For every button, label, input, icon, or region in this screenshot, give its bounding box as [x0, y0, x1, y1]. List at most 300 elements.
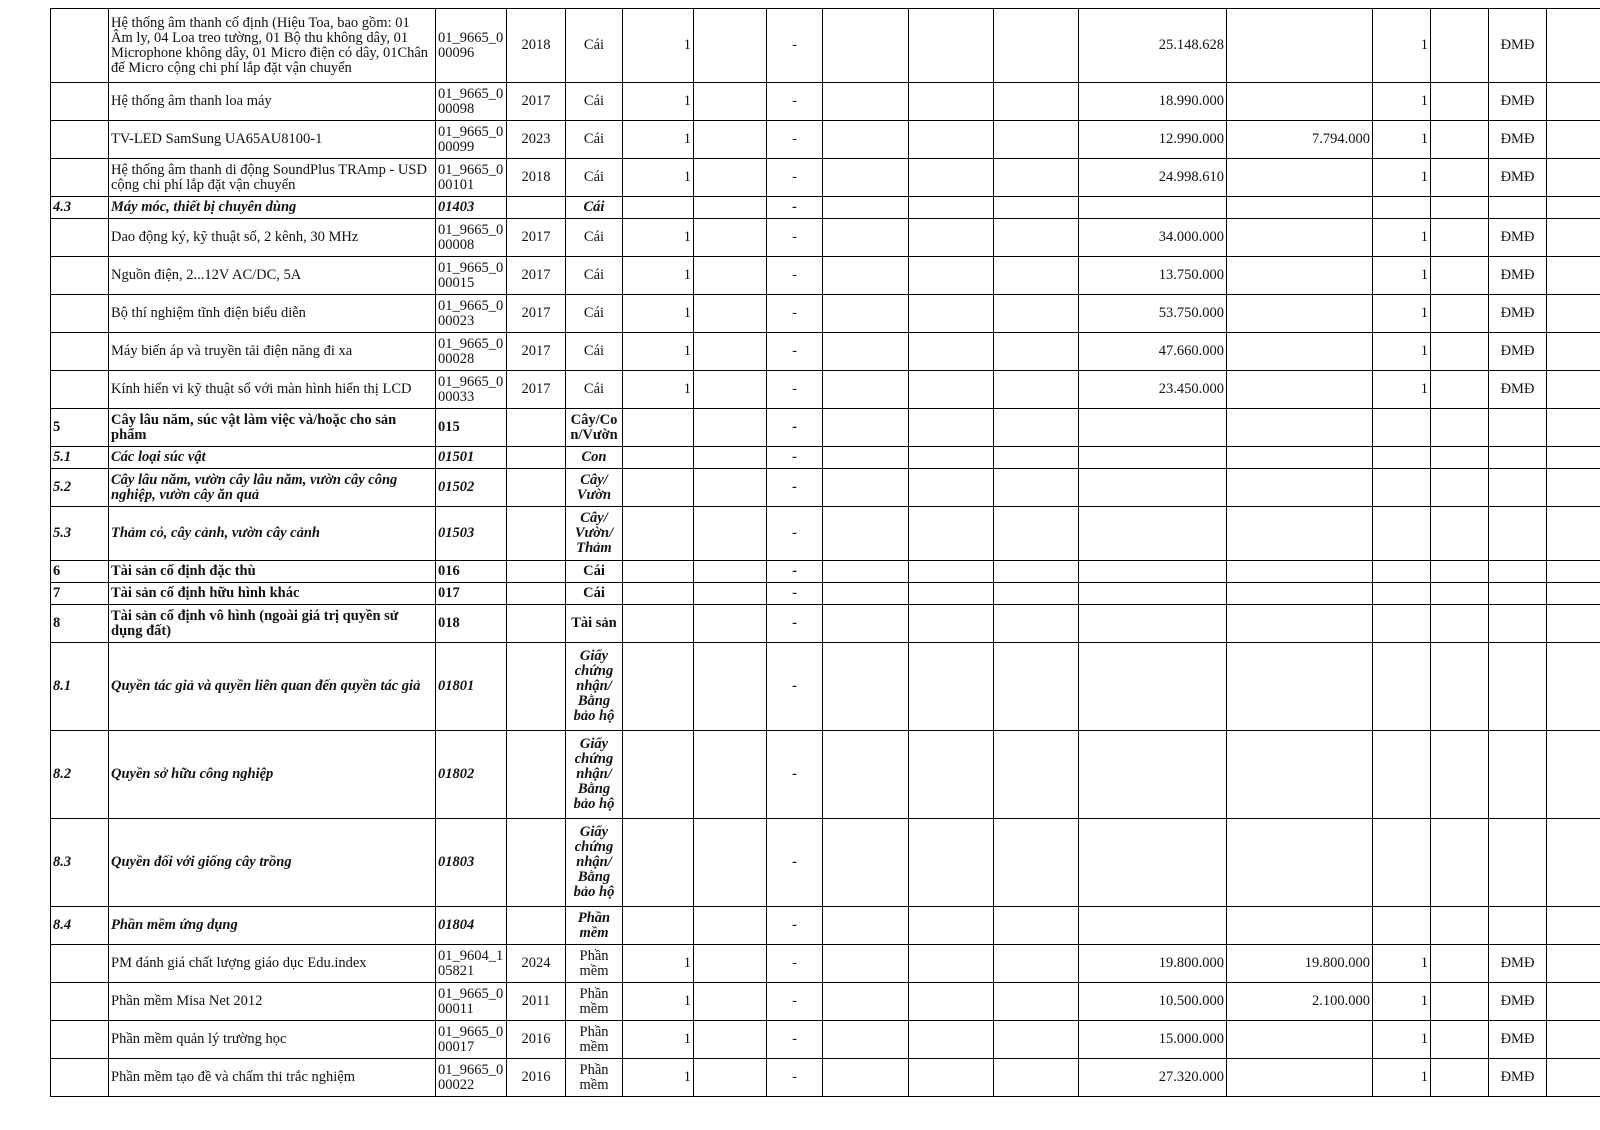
cell-asset-name: Tài sản cố định đặc thù — [109, 561, 436, 583]
cell-remaining-value: 2.100.000 — [1227, 983, 1373, 1021]
cell-status — [1489, 447, 1547, 469]
cell-original-value — [1079, 447, 1227, 469]
cell-stt — [51, 121, 109, 159]
cell-status: ĐMĐ — [1489, 295, 1547, 333]
cell-remaining-value — [1227, 295, 1373, 333]
cell-asset-code: 01_9665_000098 — [436, 83, 507, 121]
cell-stt: 5.2 — [51, 469, 109, 507]
cell-empty — [823, 447, 909, 469]
cell-empty — [694, 819, 767, 907]
cell-empty — [994, 561, 1079, 583]
cell-dash: - — [767, 447, 823, 469]
cell-empty — [1547, 469, 1600, 507]
cell-remaining-value — [1227, 257, 1373, 295]
cell-stt: 7 — [51, 583, 109, 605]
cell-dash: - — [767, 819, 823, 907]
cell-asset-code: 01501 — [436, 447, 507, 469]
cell-year — [507, 409, 566, 447]
cell-original-value — [1079, 409, 1227, 447]
cell-original-value: 27.320.000 — [1079, 1059, 1227, 1097]
cell-remaining-value — [1227, 731, 1373, 819]
cell-empty — [1547, 945, 1600, 983]
cell-dash: - — [767, 371, 823, 409]
cell-empty — [994, 731, 1079, 819]
cell-empty — [1547, 9, 1600, 83]
cell-empty — [694, 643, 767, 731]
cell-dash: - — [767, 983, 823, 1021]
cell-empty — [994, 583, 1079, 605]
cell-asset-code: 01802 — [436, 731, 507, 819]
cell-empty — [994, 1059, 1079, 1097]
cell-remaining-value — [1227, 83, 1373, 121]
cell-remaining-value — [1227, 333, 1373, 371]
cell-asset-code: 01503 — [436, 507, 507, 561]
cell-empty — [823, 9, 909, 83]
cell-empty — [823, 257, 909, 295]
cell-empty — [823, 1059, 909, 1097]
cell-quantity: 1 — [623, 83, 694, 121]
cell-empty — [1547, 447, 1600, 469]
cell-year — [507, 197, 566, 219]
cell-quantity: 1 — [623, 121, 694, 159]
cell-empty — [909, 819, 994, 907]
cell-year — [507, 583, 566, 605]
cell-empty — [909, 197, 994, 219]
cell-empty — [994, 219, 1079, 257]
cell-year: 2017 — [507, 371, 566, 409]
cell-quantity — [623, 605, 694, 643]
cell-asset-code: 01804 — [436, 907, 507, 945]
table-row — [51, 295, 1600, 333]
cell-original-value: 23.450.000 — [1079, 371, 1227, 409]
cell-empty — [1547, 219, 1600, 257]
cell-empty — [1547, 121, 1600, 159]
cell-stt — [51, 295, 109, 333]
cell-empty — [1547, 583, 1600, 605]
cell-asset-code: 018 — [436, 605, 507, 643]
cell-status — [1489, 197, 1547, 219]
cell-empty — [694, 469, 767, 507]
cell-empty — [823, 371, 909, 409]
cell-empty — [1431, 257, 1489, 295]
cell-empty — [1431, 333, 1489, 371]
cell-quantity-2 — [1373, 583, 1431, 605]
cell-original-value: 12.990.000 — [1079, 121, 1227, 159]
cell-quantity-2 — [1373, 819, 1431, 907]
cell-original-value: 10.500.000 — [1079, 983, 1227, 1021]
cell-status: ĐMĐ — [1489, 1021, 1547, 1059]
cell-status — [1489, 907, 1547, 945]
cell-quantity — [623, 731, 694, 819]
cell-empty — [823, 819, 909, 907]
table-row — [51, 257, 1600, 295]
cell-unit: Con — [566, 447, 623, 469]
cell-remaining-value — [1227, 583, 1373, 605]
cell-quantity-2 — [1373, 409, 1431, 447]
cell-unit: Cái — [566, 583, 623, 605]
cell-empty — [994, 257, 1079, 295]
cell-empty — [1547, 907, 1600, 945]
cell-status: ĐMĐ — [1489, 1059, 1547, 1097]
cell-status — [1489, 409, 1547, 447]
cell-empty — [823, 333, 909, 371]
cell-status — [1489, 507, 1547, 561]
cell-empty — [694, 1059, 767, 1097]
cell-empty — [1431, 159, 1489, 197]
cell-empty — [694, 219, 767, 257]
cell-remaining-value — [1227, 643, 1373, 731]
cell-quantity: 1 — [623, 295, 694, 333]
cell-status: ĐMĐ — [1489, 9, 1547, 83]
cell-original-value: 34.000.000 — [1079, 219, 1227, 257]
cell-quantity-2: 1 — [1373, 945, 1431, 983]
cell-stt: 8.3 — [51, 819, 109, 907]
cell-empty — [1431, 197, 1489, 219]
cell-remaining-value — [1227, 561, 1373, 583]
cell-dash: - — [767, 159, 823, 197]
cell-empty — [1431, 121, 1489, 159]
cell-remaining-value — [1227, 219, 1373, 257]
cell-empty — [994, 819, 1079, 907]
cell-original-value — [1079, 819, 1227, 907]
cell-stt — [51, 83, 109, 121]
cell-quantity — [623, 409, 694, 447]
cell-original-value — [1079, 605, 1227, 643]
cell-original-value: 47.660.000 — [1079, 333, 1227, 371]
cell-empty — [1431, 409, 1489, 447]
cell-empty — [994, 605, 1079, 643]
cell-stt: 5.1 — [51, 447, 109, 469]
cell-quantity: 1 — [623, 1059, 694, 1097]
cell-quantity: 1 — [623, 219, 694, 257]
cell-quantity-2 — [1373, 447, 1431, 469]
cell-remaining-value — [1227, 409, 1373, 447]
cell-asset-code: 01_9665_000028 — [436, 333, 507, 371]
cell-stt — [51, 9, 109, 83]
table-row — [51, 643, 1600, 731]
cell-status: ĐMĐ — [1489, 219, 1547, 257]
cell-remaining-value — [1227, 9, 1373, 83]
cell-original-value — [1079, 907, 1227, 945]
cell-stt — [51, 945, 109, 983]
cell-unit: Cái — [566, 561, 623, 583]
cell-quantity-2: 1 — [1373, 333, 1431, 371]
cell-empty — [994, 1021, 1079, 1059]
table-row — [51, 197, 1600, 219]
cell-empty — [1547, 643, 1600, 731]
cell-empty — [823, 583, 909, 605]
cell-empty — [823, 907, 909, 945]
cell-year: 2018 — [507, 159, 566, 197]
cell-status — [1489, 605, 1547, 643]
cell-empty — [823, 731, 909, 819]
cell-quantity-2: 1 — [1373, 1059, 1431, 1097]
cell-original-value: 19.800.000 — [1079, 945, 1227, 983]
cell-empty — [823, 197, 909, 219]
cell-dash: - — [767, 219, 823, 257]
cell-empty — [994, 907, 1079, 945]
cell-empty — [909, 257, 994, 295]
cell-remaining-value — [1227, 819, 1373, 907]
cell-stt — [51, 371, 109, 409]
cell-empty — [909, 643, 994, 731]
table-row — [51, 583, 1600, 605]
cell-year: 2016 — [507, 1059, 566, 1097]
cell-empty — [1431, 447, 1489, 469]
cell-dash: - — [767, 1059, 823, 1097]
cell-stt: 4.3 — [51, 197, 109, 219]
cell-year: 2017 — [507, 295, 566, 333]
cell-year — [507, 643, 566, 731]
cell-empty — [823, 219, 909, 257]
cell-empty — [909, 1059, 994, 1097]
cell-dash: - — [767, 907, 823, 945]
table-row — [51, 907, 1600, 945]
cell-empty — [1431, 605, 1489, 643]
table-row — [51, 945, 1600, 983]
cell-empty — [994, 983, 1079, 1021]
cell-original-value — [1079, 197, 1227, 219]
cell-dash: - — [767, 507, 823, 561]
cell-original-value: 15.000.000 — [1079, 1021, 1227, 1059]
cell-unit: Cái — [566, 295, 623, 333]
cell-remaining-value — [1227, 371, 1373, 409]
cell-asset-name: Phần mềm quản lý trường học — [109, 1021, 436, 1059]
cell-empty — [994, 159, 1079, 197]
cell-dash: - — [767, 605, 823, 643]
cell-empty — [694, 561, 767, 583]
cell-asset-code: 01803 — [436, 819, 507, 907]
cell-year: 2018 — [507, 9, 566, 83]
cell-empty — [1431, 507, 1489, 561]
cell-status — [1489, 583, 1547, 605]
cell-remaining-value — [1227, 1059, 1373, 1097]
cell-empty — [1431, 9, 1489, 83]
cell-empty — [823, 409, 909, 447]
cell-unit: Cái — [566, 197, 623, 219]
cell-status: ĐMĐ — [1489, 159, 1547, 197]
cell-unit: Giấy chứng nhận/ Bằng bảo hộ — [566, 643, 623, 731]
cell-asset-code: 01_9665_000008 — [436, 219, 507, 257]
asset-table — [50, 8, 1600, 1097]
cell-stt — [51, 1059, 109, 1097]
cell-unit: Cái — [566, 9, 623, 83]
cell-empty — [1547, 983, 1600, 1021]
cell-asset-name: TV-LED SamSung UA65AU8100-1 — [109, 121, 436, 159]
cell-empty — [1547, 605, 1600, 643]
cell-empty — [909, 371, 994, 409]
table-row — [51, 507, 1600, 561]
cell-remaining-value — [1227, 507, 1373, 561]
cell-asset-name: Các loại súc vật — [109, 447, 436, 469]
cell-year: 2023 — [507, 121, 566, 159]
cell-year — [507, 605, 566, 643]
cell-unit: Cây/ Vườn — [566, 469, 623, 507]
cell-empty — [1431, 469, 1489, 507]
table-row — [51, 333, 1600, 371]
cell-empty — [823, 159, 909, 197]
cell-empty — [823, 83, 909, 121]
cell-asset-name: Quyền đối với giống cây trồng — [109, 819, 436, 907]
cell-original-value — [1079, 469, 1227, 507]
cell-quantity: 1 — [623, 333, 694, 371]
cell-dash: - — [767, 731, 823, 819]
cell-year — [507, 561, 566, 583]
cell-empty — [909, 945, 994, 983]
cell-empty — [909, 731, 994, 819]
cell-asset-code: 01801 — [436, 643, 507, 731]
cell-remaining-value — [1227, 469, 1373, 507]
cell-empty — [1431, 83, 1489, 121]
cell-asset-name: Nguồn điện, 2...12V AC/DC, 5A — [109, 257, 436, 295]
cell-asset-name: Máy biến áp và truyền tải điện năng đi xa — [109, 333, 436, 371]
cell-year — [507, 819, 566, 907]
cell-original-value — [1079, 507, 1227, 561]
cell-quantity — [623, 583, 694, 605]
cell-empty — [694, 83, 767, 121]
cell-asset-name: Quyền sở hữu công nghiệp — [109, 731, 436, 819]
cell-quantity-2: 1 — [1373, 295, 1431, 333]
cell-status — [1489, 643, 1547, 731]
cell-dash: - — [767, 583, 823, 605]
cell-status: ĐMĐ — [1489, 83, 1547, 121]
cell-empty — [694, 907, 767, 945]
cell-empty — [823, 295, 909, 333]
cell-original-value: 24.998.610 — [1079, 159, 1227, 197]
cell-asset-code: 01_9665_000017 — [436, 1021, 507, 1059]
cell-empty — [909, 561, 994, 583]
cell-unit: Cái — [566, 159, 623, 197]
cell-year: 2024 — [507, 945, 566, 983]
cell-quantity: 1 — [623, 1021, 694, 1059]
cell-quantity: 1 — [623, 371, 694, 409]
cell-empty — [909, 1021, 994, 1059]
cell-empty — [994, 197, 1079, 219]
cell-asset-name: Phần mềm tạo đề và chấm thi trắc nghiệm — [109, 1059, 436, 1097]
cell-stt — [51, 219, 109, 257]
cell-stt — [51, 159, 109, 197]
cell-empty — [994, 447, 1079, 469]
cell-original-value — [1079, 561, 1227, 583]
cell-stt — [51, 257, 109, 295]
cell-year — [507, 507, 566, 561]
cell-empty — [823, 1021, 909, 1059]
cell-empty — [909, 159, 994, 197]
cell-empty — [694, 197, 767, 219]
cell-unit: Cái — [566, 121, 623, 159]
cell-asset-code: 01502 — [436, 469, 507, 507]
table-row — [51, 447, 1600, 469]
cell-empty — [909, 121, 994, 159]
cell-dash: - — [767, 409, 823, 447]
cell-empty — [823, 507, 909, 561]
cell-empty — [1547, 819, 1600, 907]
cell-original-value — [1079, 583, 1227, 605]
cell-asset-code: 01_9665_000015 — [436, 257, 507, 295]
cell-asset-name: Hệ thống âm thanh cố định (Hiệu Toa, bao gồm: 01 Âm ly, 04 Loa treo tường, 01 Bộ thu không dây, 01 Microphone không dây, 01 Micro điện có dây, 01Chân đế Micro cộng chi phí lắp đặt vận chuyển — [109, 9, 436, 83]
cell-empty — [694, 257, 767, 295]
cell-remaining-value — [1227, 197, 1373, 219]
cell-empty — [694, 333, 767, 371]
cell-asset-code: 017 — [436, 583, 507, 605]
cell-remaining-value — [1227, 605, 1373, 643]
cell-quantity: 1 — [623, 945, 694, 983]
cell-empty — [1547, 159, 1600, 197]
cell-remaining-value — [1227, 159, 1373, 197]
cell-year — [507, 469, 566, 507]
cell-stt: 8.4 — [51, 907, 109, 945]
cell-quantity: 1 — [623, 159, 694, 197]
cell-year: 2017 — [507, 257, 566, 295]
cell-empty — [823, 983, 909, 1021]
cell-empty — [994, 83, 1079, 121]
cell-empty — [994, 409, 1079, 447]
table-row — [51, 605, 1600, 643]
table-row — [51, 121, 1600, 159]
cell-empty — [1547, 295, 1600, 333]
cell-empty — [1547, 1021, 1600, 1059]
cell-quantity — [623, 447, 694, 469]
cell-empty — [694, 605, 767, 643]
cell-quantity — [623, 561, 694, 583]
cell-empty — [909, 295, 994, 333]
cell-empty — [694, 409, 767, 447]
cell-empty — [1547, 507, 1600, 561]
cell-empty — [1431, 643, 1489, 731]
cell-asset-code: 01_9665_000101 — [436, 159, 507, 197]
cell-empty — [694, 507, 767, 561]
cell-unit: Cái — [566, 371, 623, 409]
cell-empty — [1547, 1059, 1600, 1097]
cell-empty — [694, 1021, 767, 1059]
cell-empty — [1431, 295, 1489, 333]
cell-year — [507, 447, 566, 469]
cell-quantity: 1 — [623, 257, 694, 295]
cell-empty — [1431, 983, 1489, 1021]
cell-asset-name: Hệ thống âm thanh di động SoundPlus TRAmp - USD cộng chi phí lắp đặt vận chuyển — [109, 159, 436, 197]
cell-year — [507, 907, 566, 945]
cell-asset-name: Cây lâu năm, súc vật làm việc và/hoặc cho sản phẩm — [109, 409, 436, 447]
cell-unit: Cái — [566, 257, 623, 295]
cell-quantity-2: 1 — [1373, 257, 1431, 295]
cell-quantity-2: 1 — [1373, 83, 1431, 121]
cell-empty — [909, 219, 994, 257]
cell-stt — [51, 983, 109, 1021]
cell-empty — [1547, 409, 1600, 447]
cell-dash: - — [767, 197, 823, 219]
cell-asset-name: Dao động ký, kỹ thuật số, 2 kênh, 30 MHz — [109, 219, 436, 257]
cell-quantity-2: 1 — [1373, 9, 1431, 83]
cell-stt: 8.2 — [51, 731, 109, 819]
cell-quantity-2 — [1373, 907, 1431, 945]
cell-original-value: 18.990.000 — [1079, 83, 1227, 121]
cell-year — [507, 731, 566, 819]
cell-stt: 6 — [51, 561, 109, 583]
cell-status: ĐMĐ — [1489, 371, 1547, 409]
cell-empty — [1431, 907, 1489, 945]
cell-empty — [1431, 1021, 1489, 1059]
table-row — [51, 731, 1600, 819]
cell-unit: Giấy chứng nhận/ Bằng bảo hộ — [566, 819, 623, 907]
cell-stt: 5.3 — [51, 507, 109, 561]
cell-quantity-2 — [1373, 643, 1431, 731]
cell-quantity — [623, 197, 694, 219]
cell-empty — [823, 643, 909, 731]
cell-unit: Tài sản — [566, 605, 623, 643]
cell-unit: Giấy chứng nhận/ Bằng bảo hộ — [566, 731, 623, 819]
cell-stt: 8.1 — [51, 643, 109, 731]
table-row — [51, 219, 1600, 257]
